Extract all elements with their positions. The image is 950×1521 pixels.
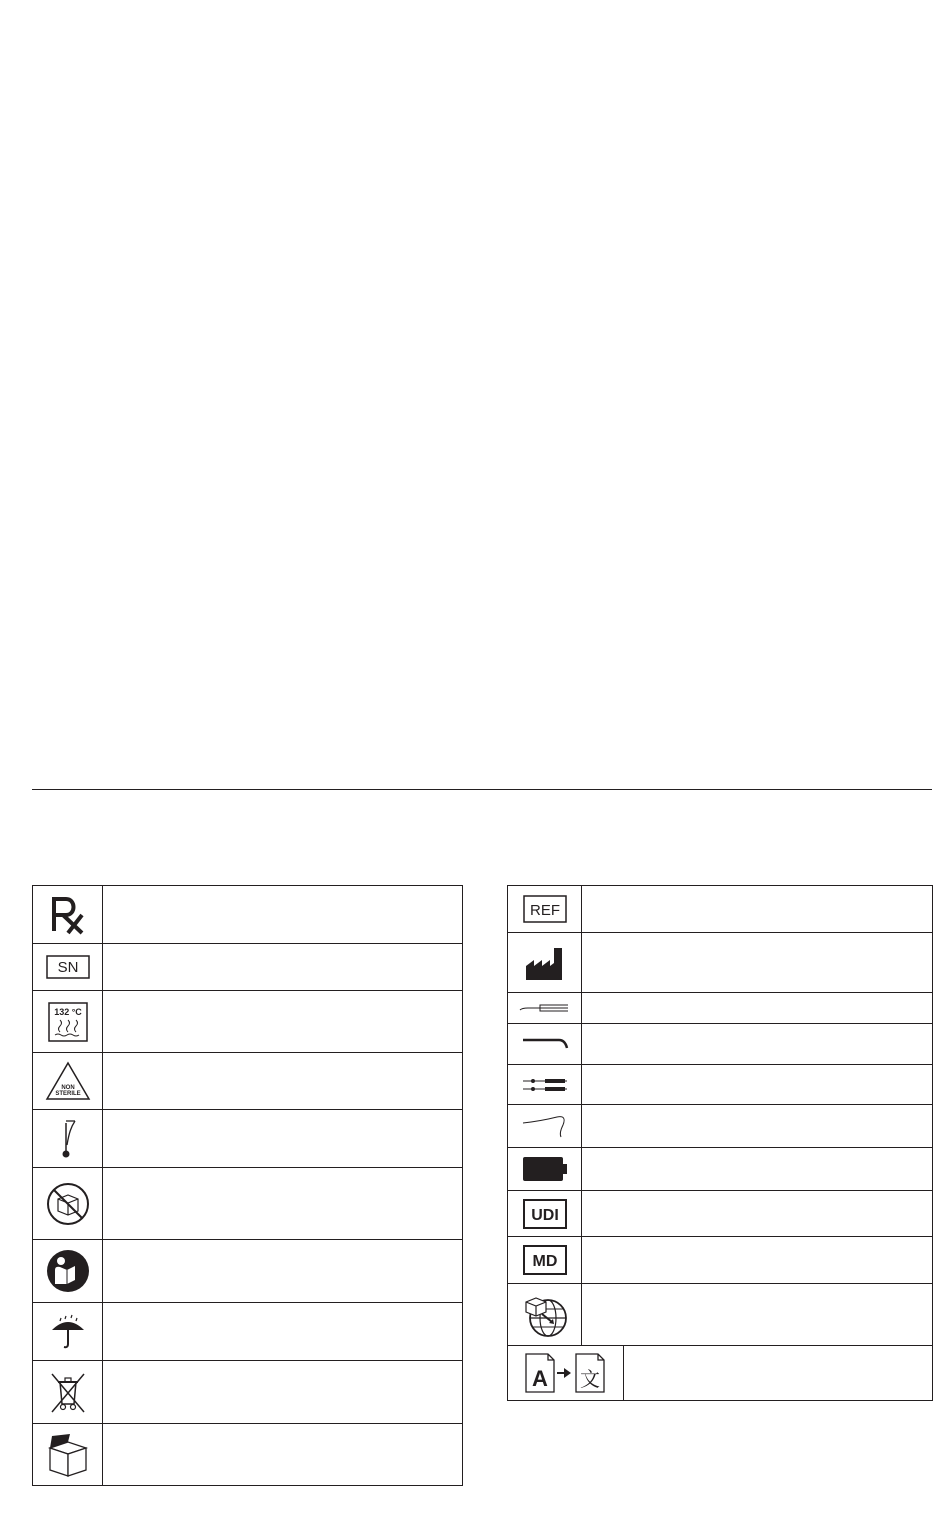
- symbol-description: [582, 1065, 933, 1105]
- symbol-row: [33, 944, 463, 991]
- translation-source-label: A: [531, 1366, 548, 1391]
- importer-icon: [508, 1292, 581, 1338]
- symbol-row: [33, 1168, 463, 1240]
- manufacturer-icon: [508, 944, 581, 982]
- symbol-description: [103, 1168, 463, 1240]
- symbol-row: [33, 1303, 463, 1361]
- curved-electrode-icon: [508, 1113, 581, 1139]
- symbol-row: [33, 1110, 463, 1168]
- md-label: MD: [532, 1253, 557, 1270]
- symbol-description: [582, 1284, 933, 1346]
- symbol-description: [582, 933, 933, 993]
- rx-prescription-icon: [33, 893, 102, 937]
- unique-device-identifier-icon: [508, 1199, 581, 1229]
- medical-device-icon: [508, 1245, 581, 1275]
- non-sterile-icon: [33, 1061, 102, 1101]
- temperature-limit-icon: [33, 1117, 102, 1161]
- symbols-table-right: [507, 885, 933, 1401]
- serial-number-icon: [33, 955, 102, 979]
- symbol-row: [33, 1424, 463, 1486]
- symbol-row: [508, 1191, 933, 1237]
- symbol-description: [582, 886, 933, 933]
- reference-number-icon: [508, 895, 581, 923]
- symbol-description: [103, 1303, 463, 1361]
- udi-label: UDI: [530, 1206, 559, 1224]
- non-sterile-label-1: NON: [60, 1085, 75, 1091]
- hook-electrode-icon: [508, 1034, 581, 1054]
- symbol-description: [103, 1424, 463, 1486]
- symbol-row: [508, 1237, 933, 1284]
- symbol-description: [103, 1110, 463, 1168]
- non-sterile-label-2: STERILE: [54, 1091, 81, 1097]
- symbol-row: [33, 1053, 463, 1110]
- weee-disposal-icon: [33, 1370, 102, 1414]
- sterilization-temperature-label: 132 °C: [53, 1006, 82, 1017]
- symbol-description: [103, 944, 463, 991]
- symbol-row: [33, 1361, 463, 1424]
- sterilization-temperature-icon: [33, 1002, 102, 1042]
- symbols-table-left: [32, 885, 463, 1486]
- symbol-row: [508, 933, 933, 993]
- translation-target-label: 文: [579, 1369, 600, 1391]
- symbol-row: [508, 993, 933, 1024]
- symbol-description: [103, 1240, 463, 1303]
- keep-dry-icon: [33, 1312, 102, 1352]
- symbol-row: [508, 1148, 933, 1191]
- symbol-description: [582, 1148, 933, 1191]
- symbol-description: [582, 1191, 933, 1237]
- connector-cable-icon: [508, 1076, 581, 1094]
- probe-tip-icon: [508, 1001, 581, 1015]
- symbol-row: [33, 1240, 463, 1303]
- symbol-description: [582, 993, 933, 1024]
- symbol-description: [103, 991, 463, 1053]
- symbol-row: [33, 991, 463, 1053]
- package-contents-icon: [33, 1432, 102, 1478]
- translation-icon: [508, 1352, 623, 1394]
- reference-number-label: REF: [529, 902, 560, 919]
- do-not-use-if-package-damaged-icon: [33, 1181, 102, 1227]
- consult-instructions-icon: [33, 1248, 102, 1294]
- symbol-row: [508, 1105, 933, 1148]
- serial-number-label: SN: [57, 959, 78, 976]
- symbol-row: [508, 1024, 933, 1065]
- symbol-description: [103, 1361, 463, 1424]
- symbol-row: [508, 1284, 933, 1346]
- symbol-description: [624, 1346, 933, 1401]
- battery-icon: [508, 1155, 581, 1183]
- horizontal-divider: [32, 789, 932, 790]
- symbol-row: [508, 1065, 933, 1105]
- symbol-row: [508, 1346, 933, 1401]
- symbol-description: [103, 1053, 463, 1110]
- symbol-description: [582, 1237, 933, 1284]
- symbol-row: [33, 886, 463, 944]
- symbol-row: [508, 886, 933, 933]
- symbol-description: [582, 1105, 933, 1148]
- symbol-description: [582, 1024, 933, 1065]
- symbol-description: [103, 886, 463, 944]
